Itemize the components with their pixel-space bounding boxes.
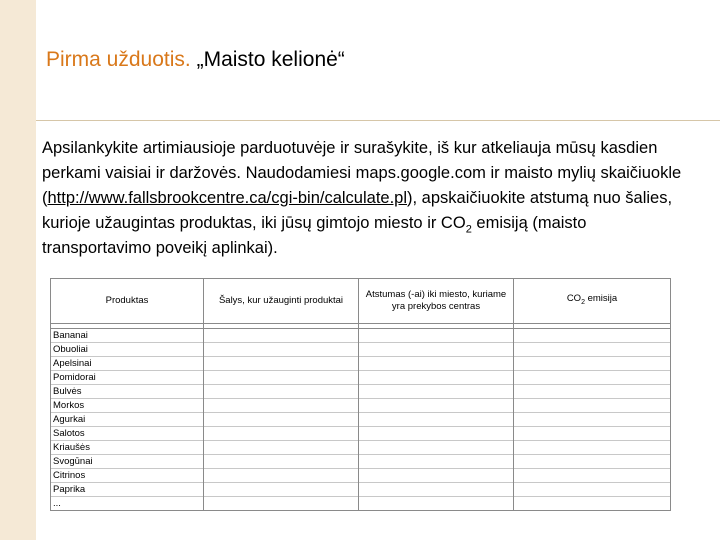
co2-cell[interactable] <box>514 413 671 427</box>
table-row <box>51 413 671 427</box>
product-name-cell: ... <box>51 497 204 511</box>
co2-cell[interactable] <box>514 455 671 469</box>
table-row <box>51 329 671 343</box>
distance-cell[interactable] <box>359 343 514 357</box>
distance-cell[interactable] <box>359 497 514 511</box>
product-name-cell: Bulvės <box>51 385 204 399</box>
co2-cell[interactable] <box>514 483 671 497</box>
table-row <box>51 371 671 385</box>
co2-subscript: 2 <box>465 223 472 236</box>
table-row <box>51 455 671 469</box>
countries-cell[interactable] <box>204 413 359 427</box>
table-header-row <box>51 279 671 324</box>
header-countries: Šalys, kur užauginti produktai <box>204 279 359 324</box>
instruction-paragraph <box>42 136 692 261</box>
header-co2-post: emisija <box>584 293 618 305</box>
distance-cell[interactable] <box>359 399 514 413</box>
table-row <box>51 497 671 511</box>
countries-cell[interactable] <box>204 497 359 511</box>
header-co2-pre: CO <box>566 293 582 305</box>
countries-cell[interactable] <box>204 427 359 441</box>
header-co2-sub: 2 <box>581 298 585 306</box>
table-row <box>51 427 671 441</box>
distance-cell[interactable] <box>359 427 514 441</box>
table-row <box>51 483 671 497</box>
paragraph-part2: ), apskaičiuokite atstumą nuo šalies, kurioje užaugintas produktas, iki jūsų gimtojo miesto ir CO <box>42 189 673 232</box>
header-distance: Atstumas (-ai) iki miesto, kuriame yra prekybos centras <box>359 279 514 324</box>
product-name-cell: Paprika <box>51 483 204 497</box>
countries-cell[interactable] <box>204 329 359 343</box>
co2-cell[interactable] <box>514 441 671 455</box>
distance-cell[interactable] <box>359 357 514 371</box>
slide-title <box>46 48 345 72</box>
co2-cell[interactable] <box>514 469 671 483</box>
co2-cell[interactable] <box>514 399 671 413</box>
product-name-cell: Pomidorai <box>51 371 204 385</box>
title-prefix: Pirma užduotis. <box>46 48 191 71</box>
distance-cell[interactable] <box>359 469 514 483</box>
header-product: Produktas <box>51 279 204 324</box>
distance-cell[interactable] <box>359 483 514 497</box>
countries-cell[interactable] <box>204 343 359 357</box>
distance-cell[interactable] <box>359 413 514 427</box>
left-accent-bar <box>0 0 36 540</box>
paragraph-part1: Apsilankykite artimiausioje parduotuvėje ir surašykite, iš kur atkeliauja mūsų kasdien perkami vaisiai ir daržovės. Naudodamiesi maps.google.com ir maisto mylių skaičiuokle ( <box>42 139 682 207</box>
product-name-cell: Salotos <box>51 427 204 441</box>
title-main: „Maisto kelionė“ <box>196 48 345 71</box>
co2-cell[interactable] <box>514 329 671 343</box>
header-co2 <box>514 279 671 324</box>
product-name-cell: Obuoliai <box>51 343 204 357</box>
countries-cell[interactable] <box>204 455 359 469</box>
countries-cell[interactable] <box>204 483 359 497</box>
product-name-cell: Bananai <box>51 329 204 343</box>
product-name-cell: Agurkai <box>51 413 204 427</box>
distance-cell[interactable] <box>359 385 514 399</box>
countries-cell[interactable] <box>204 469 359 483</box>
product-name-cell: Svogūnai <box>51 455 204 469</box>
table-row <box>51 343 671 357</box>
co2-cell[interactable] <box>514 357 671 371</box>
table-row <box>51 385 671 399</box>
product-name-cell: Kriaušės <box>51 441 204 455</box>
table-row <box>51 469 671 483</box>
countries-cell[interactable] <box>204 441 359 455</box>
table-row <box>51 357 671 371</box>
countries-cell[interactable] <box>204 357 359 371</box>
product-name-cell: Apelsinai <box>51 357 204 371</box>
distance-cell[interactable] <box>359 455 514 469</box>
products-table <box>50 278 671 511</box>
distance-cell[interactable] <box>359 441 514 455</box>
table-row <box>51 399 671 413</box>
product-name-cell: Morkos <box>51 399 204 413</box>
co2-cell[interactable] <box>514 497 671 511</box>
calculator-link[interactable]: http://www.fallsbrookcentre.ca/cgi-bin/calculate.pl <box>47 189 408 207</box>
co2-cell[interactable] <box>514 343 671 357</box>
countries-cell[interactable] <box>204 399 359 413</box>
co2-cell[interactable] <box>514 385 671 399</box>
countries-cell[interactable] <box>204 385 359 399</box>
distance-cell[interactable] <box>359 329 514 343</box>
title-divider <box>36 120 720 121</box>
co2-cell[interactable] <box>514 371 671 385</box>
paragraph-part3: emisiją (maisto transportavimo poveikį aplinkai). <box>42 214 587 257</box>
product-name-cell: Citrinos <box>51 469 204 483</box>
table-body <box>51 324 671 511</box>
distance-cell[interactable] <box>359 371 514 385</box>
co2-cell[interactable] <box>514 427 671 441</box>
table-row <box>51 441 671 455</box>
countries-cell[interactable] <box>204 371 359 385</box>
